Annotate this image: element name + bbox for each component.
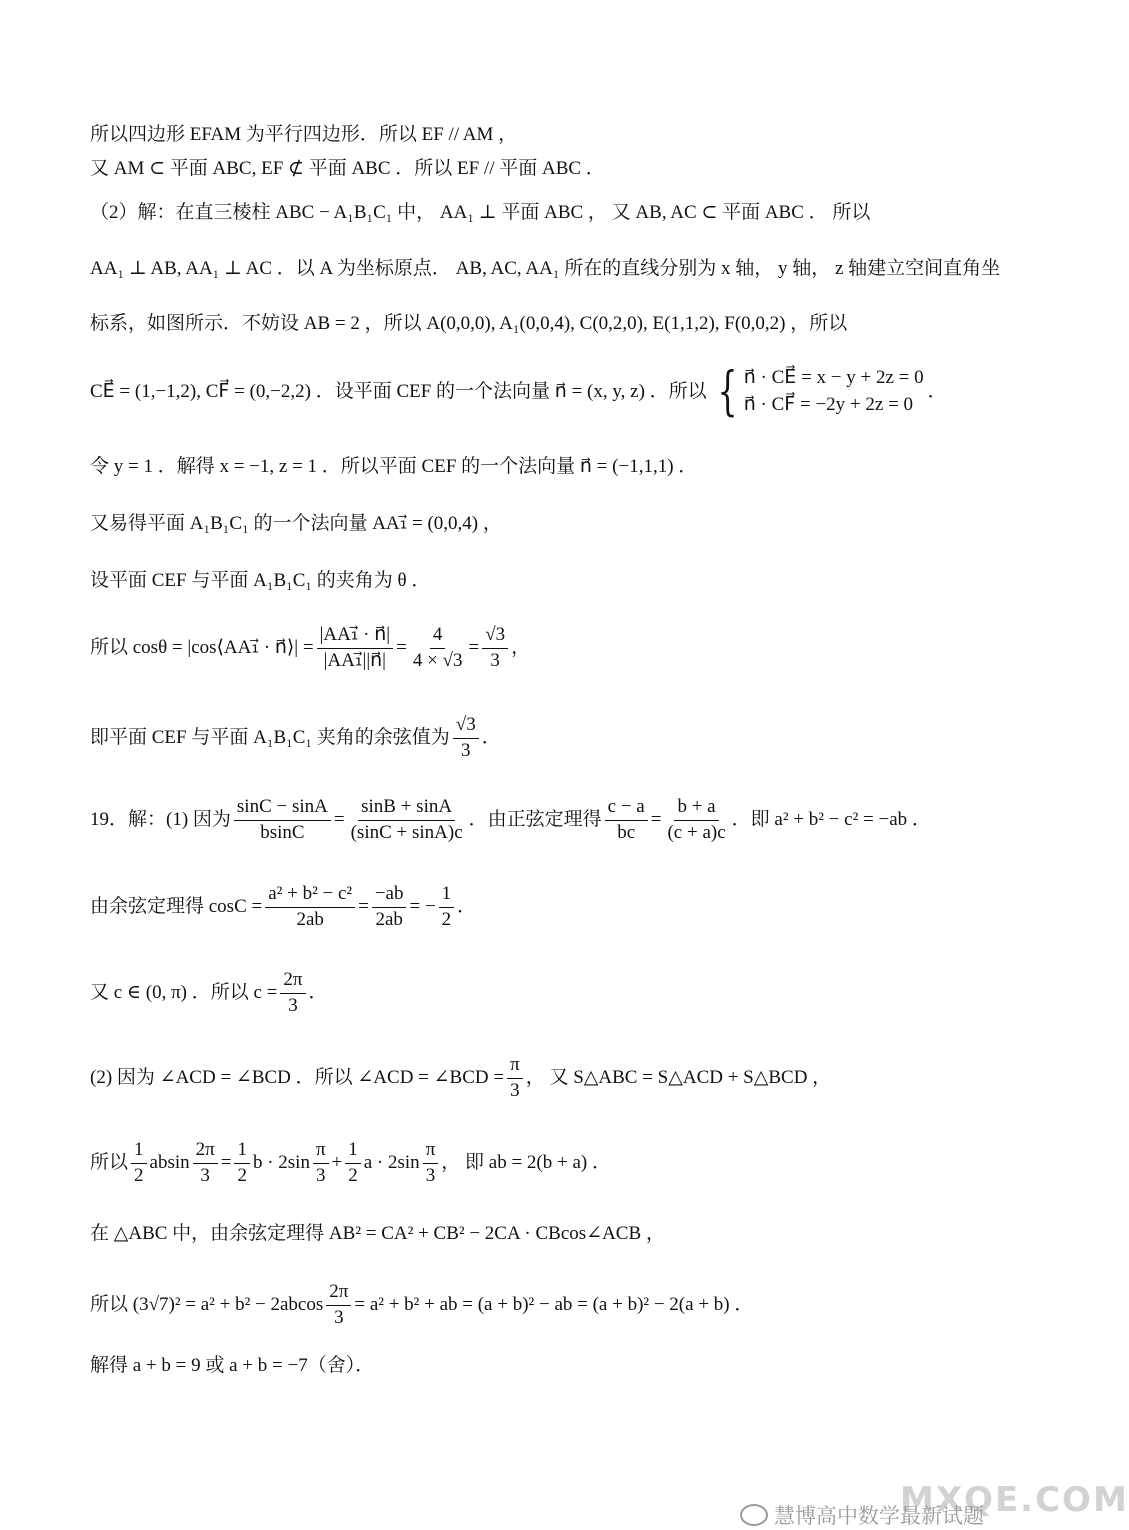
watermark-channel: 慧博高中数学最新试题 <box>774 1504 984 1528</box>
fraction: $\frac{√3}{3}$ <box>482 624 508 673</box>
fraction: $\frac{1}{2}$ <box>131 1139 147 1188</box>
line-14: 又 c ∈ (0, π) ．所以 c = $\frac{2\pi}{3}$ ． <box>90 969 328 1016</box>
line-8: 又易得平面 A₁B₁C₁ 的一个法向量 AA₁⃗ = (0,0,4) ， <box>90 513 502 534</box>
line-1: 所以四边形 EFAM 为平行四边形．所以 EF // AM ， <box>90 124 518 145</box>
line-3: （2）解：在直三棱柱 ABC − A₁B₁C₁ 中， AA₁ ⊥ 平面 ABC ， 又 AB, AC ⊂ 平面 ABC ． 所以 <box>90 202 871 223</box>
fraction: $\frac{\text{a² + b² − c²}}{2ab}$ <box>265 883 355 932</box>
line-15: (2) 因为 ∠ACD = ∠BCD ．所以 ∠ACD = ∠BCD = $\frac{\pi}{3}$ ， 又 S△ABC = S△ACD + S△BCD ， <box>90 1054 832 1101</box>
fraction: $\frac{\text{|AA₁⃗ · n⃗|}}{\text{|AA₁⃗||n⃗|}}$ <box>317 624 394 673</box>
fraction: $\frac{1}{2}$ <box>234 1139 250 1188</box>
line-7: 令 y = 1 ．解得 x = −1, z = 1 ．所以平面 CEF 的一个法向量 n⃗ = (−1,1,1) ． <box>90 456 698 477</box>
fraction: $\frac{\pi}{3}$ <box>313 1139 329 1188</box>
line-12: 19．解：(1) 因为 $\frac{\sin C - \sin A}{bsinC}$ = $\frac{\sin B + \sin A}{(\sin C + \sin A)c}$ ．由正弦定理得 $\frac{c - a}{bc}$ = $\frac{b + a}{(c + a)c}$ ．即 a² + b² − c² = −ab ． <box>90 796 931 843</box>
fraction: $\frac{2\pi}{3}$ <box>326 1281 351 1330</box>
fraction: $\frac{2\pi}{3}$ <box>193 1139 218 1188</box>
line-13: 由余弦定理得 cosC = $\frac{\text{a² + b² − c²}}{2ab}$ = $\frac{-ab}{2ab}$ = − $\frac{1}{2}$ ． <box>90 883 477 930</box>
fraction: $\frac{b + a}{(c + a)c}$ <box>667 796 726 843</box>
line-5: 标系，如图所示．不妨设 AB = 2 ，所以 A(0,0,0), A₁(0,0,4), C(0,2,0), E(1,1,2), F(0,0,2) ，所以 <box>90 313 848 334</box>
fraction: $\frac{-ab}{2ab}$ <box>372 883 407 932</box>
line-19: 解得 a + b = 9 或 a + b = −7（舍）． <box>90 1355 375 1376</box>
line-10: 所以 cosθ = |cos⟨AA₁⃗ · n⃗⟩| = $\frac{\text{|AA₁⃗ · n⃗|}}{\text{|AA₁⃗||n⃗|}}$ = $\frac{4}{4 \times √3}$ = $\frac{√3}{3}$ ， <box>90 624 531 671</box>
equation-system: { n⃗ · CE⃗ = x − y + 2z = 0 n⃗ · CF⃗ = −2y + 2z = 0 <box>717 362 924 422</box>
watermark <box>740 1500 984 1530</box>
fraction: $\frac{c - a}{bc}$ <box>605 796 648 845</box>
line-4: AA₁ ⊥ AB, AA₁ ⊥ AC ．以 A 为坐标原点． AB, AC, AA₁ 所在的直线分别为 x 轴， y 轴， z 轴建立空间直角坐 <box>90 258 1001 279</box>
fraction: $\frac{\sin C - \sin A}{bsinC}$ <box>234 796 331 845</box>
line-17: 在 △ABC 中，由余弦定理得 AB² = CA² + CB² − 2CA · CBcos∠ACB ， <box>90 1223 665 1244</box>
line-2: 又 AM ⊂ 平面 ABC, EF ⊄ 平面 ABC ．所以 EF // 平面 ABC ． <box>90 158 605 179</box>
line-6: CE⃗ = (1,−1,2), CF⃗ = (0,−2,2) ．设平面 CEF 的一个法向量 n⃗ = (x, y, z) ．所以 { n⃗ · CE⃗ = x − y + 2z = 0 n⃗ · CF⃗ = −2y + 2z = 0 ． <box>90 362 947 422</box>
line-9: 设平面 CEF 与平面 A₁B₁C₁ 的夹角为 θ ． <box>90 570 431 591</box>
line-11: 即平面 CEF 与平面 A₁B₁C₁ 夹角的余弦值为 $\frac{√3}{3}$ ． <box>90 714 501 761</box>
equation-row-2: n⃗ · CF⃗ = −2y + 2z = 0 <box>743 394 914 415</box>
wechat-icon <box>740 1504 768 1526</box>
fraction: $\frac{\sin B + \sin A}{(\sin C + \sin A)c}$ <box>350 796 463 843</box>
line-16: 所以 $\frac{1}{2}$ absin $\frac{2\pi}{3}$ = $\frac{1}{2}$ b · 2sin $\frac{\pi}{3}$ + $\frac{1}{2}$ a · 2sin $\frac{\pi}{3}$ ， 即 ab = 2(b + a) ． <box>90 1139 611 1186</box>
fraction: $\frac{1}{2}$ <box>439 883 455 932</box>
fraction: $\frac{\pi}{3}$ <box>507 1054 523 1103</box>
fraction: $\frac{4}{4 \times √3}$ <box>412 624 463 671</box>
fraction: $\frac{2\pi}{3}$ <box>280 969 305 1018</box>
fraction: $\frac{√3}{3}$ <box>453 714 479 763</box>
fraction: $\frac{\pi}{3}$ <box>423 1139 439 1188</box>
fraction: $\frac{1}{2}$ <box>345 1139 361 1188</box>
watermark-logo: MXQE.COM <box>900 1480 1129 1520</box>
line-18: 所以 (3√7)² = a² + b² − 2abcos $\frac{2\pi}{3}$ = a² + b² + ab = (a + b)² − ab = (a + b)² − 2(a + b) ． <box>90 1281 754 1328</box>
equation-row-1: n⃗ · CE⃗ = x − y + 2z = 0 <box>743 367 924 389</box>
